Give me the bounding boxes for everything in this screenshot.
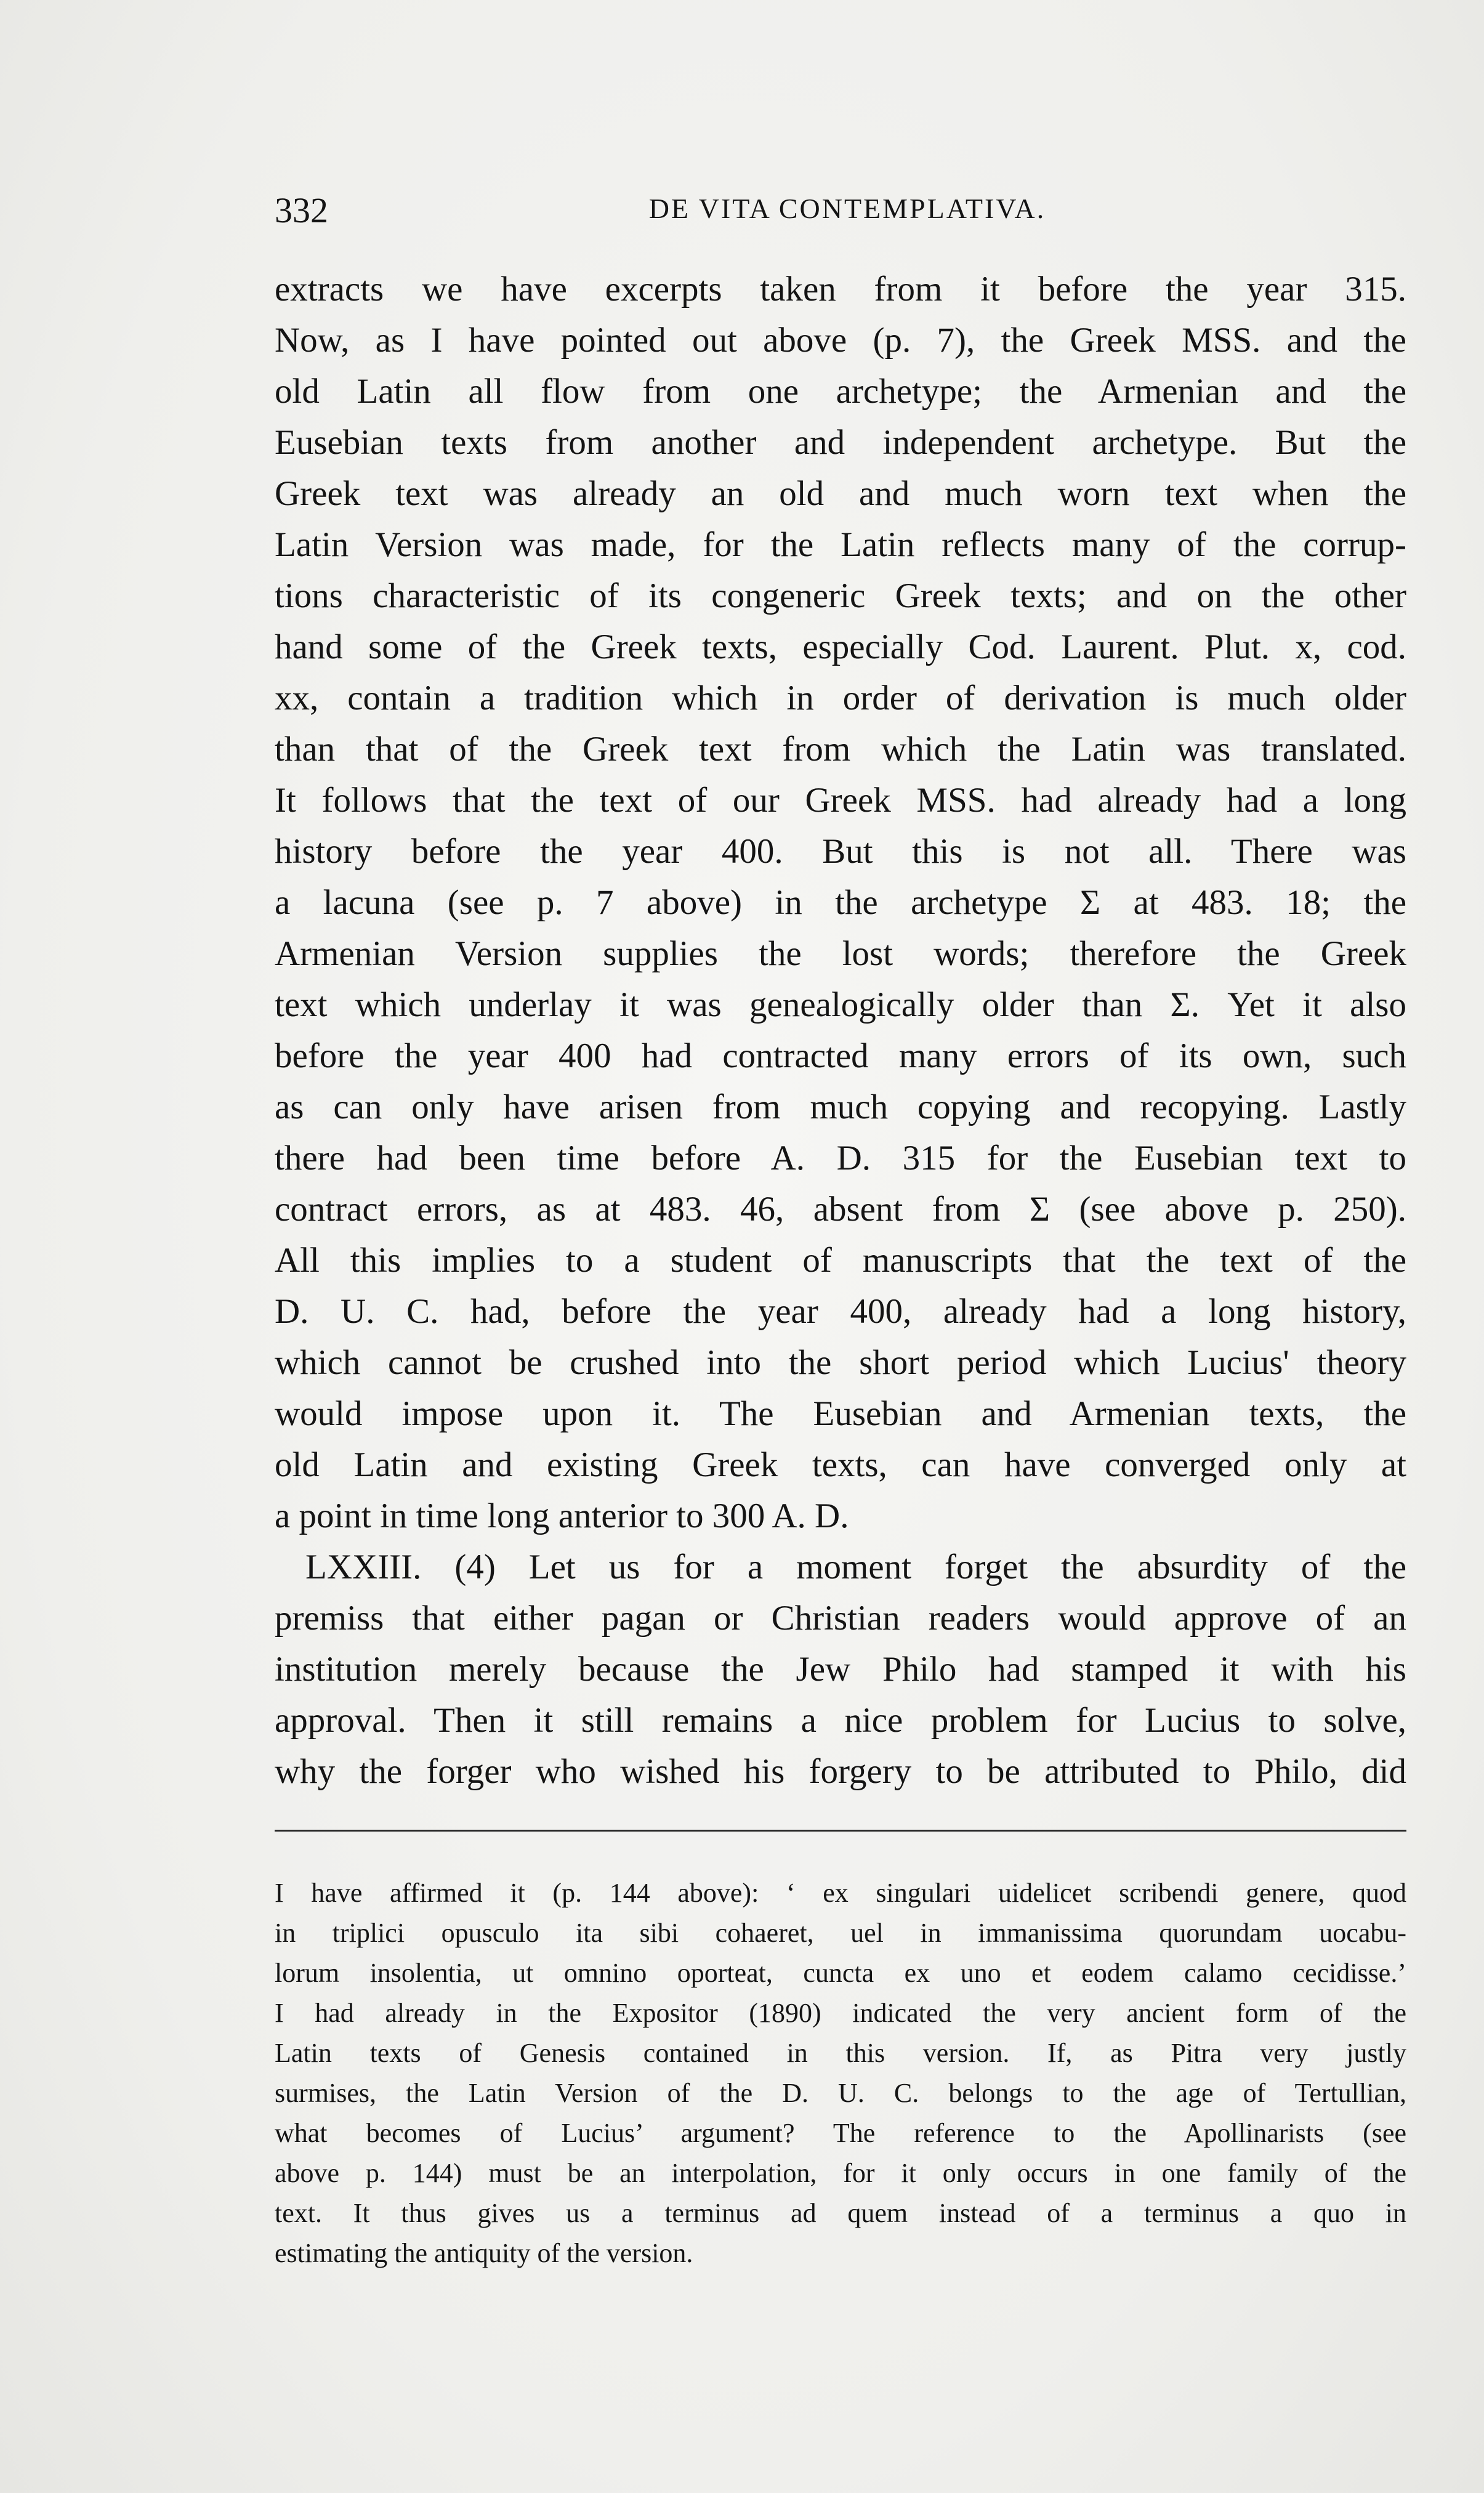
footnote-line: what becomes of Lucius’ argument? The reference to the Apollinarists (see [275, 2118, 1406, 2148]
text-line: Eusebian texts from another and independent archetype. But the [275, 423, 1406, 462]
text-line: there had been time before A. D. 315 for the Eusebian text to [275, 1139, 1406, 1178]
footnote-line: lorum insolentia, ut omnino oporteat, cuncta ex uno et eodem calamo cecidisse.’ [275, 1958, 1406, 1988]
footnote-line: text. It thus gives us a terminus ad quem instead of a terminus a quo in [275, 2198, 1406, 2228]
footnote-line: I had already in the Expositor (1890) indicated the very ancient form of the [275, 1998, 1406, 2028]
text-line: history before the year 400. But this is not all. There was [275, 832, 1406, 871]
text-line: approval. Then it still remains a nice problem for Lucius to solve, [275, 1701, 1406, 1740]
text-line: extracts we have excerpts taken from it before the year 315. [275, 270, 1406, 309]
footnote-line: surmises, the Latin Version of the D. U. C. belongs to the age of Tertullian, [275, 2078, 1406, 2108]
footnotes [275, 1873, 1406, 2273]
text-line: D. U. C. had, before the year 400, already had a long history, [275, 1292, 1406, 1331]
text-line: tions characteristic of its congeneric Greek texts; and on the other [275, 576, 1406, 615]
text-line: hand some of the Greek texts, especially Cod. Laurent. Plut. x, cod. [275, 628, 1406, 666]
text-line: Now, as I have pointed out above (p. 7), the Greek MSS. and the [275, 321, 1406, 360]
footnote-line: I have affirmed it (p. 144 above): ‘ ex singulari uidelicet scribendi genere, quod [275, 1878, 1406, 1908]
text-line: old Latin and existing Greek texts, can have converged only at [275, 1445, 1406, 1484]
page-header [275, 190, 1408, 230]
text-line: old Latin all flow from one archetype; the Armenian and the [275, 372, 1406, 411]
text-line: would impose upon it. The Eusebian and Armenian texts, the [275, 1394, 1406, 1433]
footnote-line: Latin texts of Genesis contained in this version. If, as Pitra very justly [275, 2038, 1406, 2068]
text-line: than that of the Greek text from which the Latin was translated. [275, 730, 1406, 769]
text-line: Latin Version was made, for the Latin reflects many of the corrup- [275, 525, 1406, 564]
text-line: All this implies to a student of manuscripts that the text of the [275, 1241, 1406, 1280]
page-number: 332 [275, 190, 328, 230]
text-line: xx, contain a tradition which in order of derivation is much older [275, 679, 1406, 717]
text-line: as can only have arisen from much copying and recopying. Lastly [275, 1088, 1406, 1126]
text-line: why the forger who wished his forgery to be attributed to Philo, did [275, 1752, 1406, 1791]
main-text [275, 264, 1406, 1797]
footnote-rule [275, 1830, 1406, 1832]
text-line: Armenian Version supplies the lost words; therefore the Greek [275, 934, 1406, 973]
text-line: It follows that the text of our Greek MSS. had already had a long [275, 781, 1406, 820]
footnote-line: in triplici opusculo ita sibi cohaeret, uel in immanissima quorundam uocabu- [275, 1918, 1406, 1948]
text-line: LXXIII. (4) Let us for a moment forget the absurdity of the [305, 1548, 1406, 1586]
text-line: which cannot be crushed into the short period which Lucius' theory [275, 1343, 1406, 1382]
text-line: Greek text was already an old and much worn text when the [275, 474, 1406, 513]
text-line: before the year 400 had contracted many errors of its own, such [275, 1036, 1406, 1075]
running-title: DE VITA CONTEMPLATIVA. [648, 193, 1046, 224]
text-line: a point in time long anterior to 300 A. D. [275, 1497, 849, 1535]
text-line: premiss that either pagan or Christian readers would approve of an [275, 1599, 1406, 1638]
text-line: contract errors, as at 483. 46, absent from Σ (see above p. 250). [275, 1190, 1406, 1229]
footnote-line: estimating the antiquity of the version. [275, 2238, 693, 2268]
text-line: text which underlay it was genealogically older than Σ. Yet it also [275, 985, 1406, 1024]
text-line: institution merely because the Jew Philo had stamped it with his [275, 1650, 1406, 1689]
footnote-line: above p. 144) must be an interpolation, for it only occurs in one family of the [275, 2158, 1406, 2188]
text-line: a lacuna (see p. 7 above) in the archetype Σ at 483. 18; the [275, 883, 1406, 922]
